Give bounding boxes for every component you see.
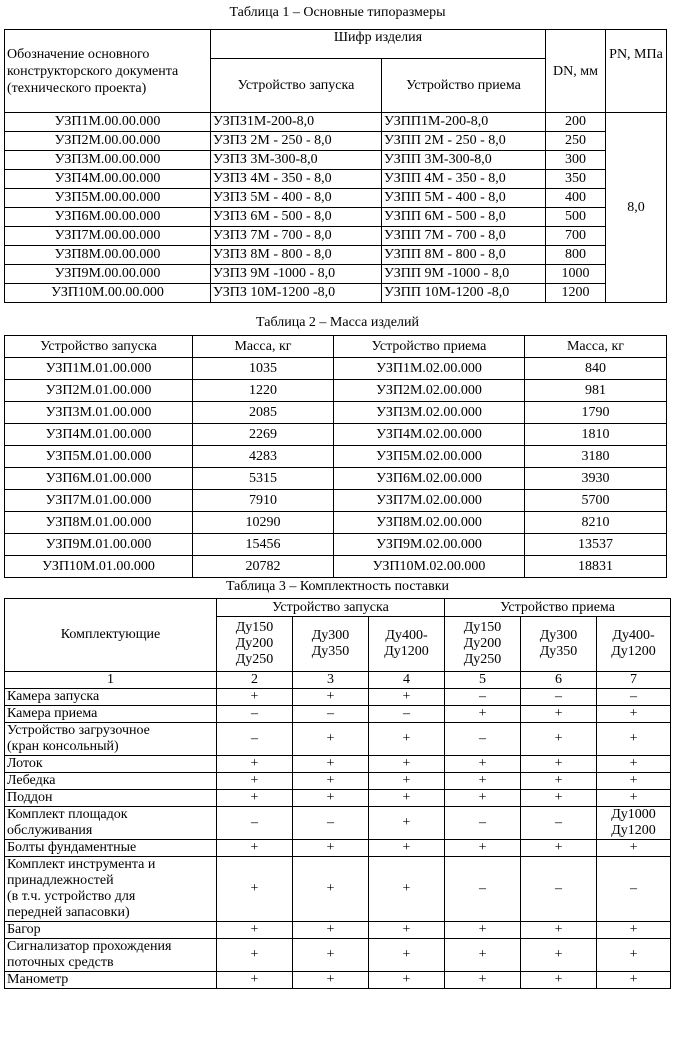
dn-cell: 1000	[546, 265, 606, 284]
launch-cipher-cell: УЗПЗ1М-200-8,0	[211, 113, 382, 132]
receive-device-cell: УЗП9М.02.00.000	[334, 534, 525, 556]
table1	[4, 29, 667, 303]
availability-cell: –	[217, 723, 293, 756]
component-name-cell: Сигнализатор прохождения поточных средств	[5, 939, 217, 972]
availability-cell: +	[217, 756, 293, 773]
availability-cell: +	[369, 723, 445, 756]
receive-device-cell: УЗП7М.02.00.000	[334, 490, 525, 512]
availability-cell: +	[597, 790, 671, 807]
launch-device-cell: УЗП8М.01.00.000	[5, 512, 193, 534]
receive-device-cell: УЗП8М.02.00.000	[334, 512, 525, 534]
launch-device-cell: УЗП10М.01.00.000	[5, 556, 193, 578]
diameter-header-cell: Ду300 Ду350	[521, 617, 597, 672]
column-number-cell: 6	[521, 672, 597, 689]
receive-device-cell: УЗП10М.02.00.000	[334, 556, 525, 578]
launch-cipher-cell: УЗПЗ 2М - 250 - 8,0	[211, 132, 382, 151]
table-row	[5, 446, 667, 468]
table-row	[5, 170, 667, 189]
dn-cell: 500	[546, 208, 606, 227]
receive-device-cell: УЗП1М.02.00.000	[334, 358, 525, 380]
availability-cell: –	[445, 723, 521, 756]
table3-header-item: Комплектующие	[5, 599, 217, 672]
table-row	[5, 756, 671, 773]
availability-cell: +	[521, 922, 597, 939]
availability-cell: +	[597, 922, 671, 939]
table1-header-pn: PN, МПа	[606, 30, 667, 113]
availability-cell: –	[521, 807, 597, 840]
table-row	[5, 358, 667, 380]
launch-cipher-cell: УЗПЗ 5М - 400 - 8,0	[211, 189, 382, 208]
availability-cell: –	[217, 807, 293, 840]
availability-cell: +	[369, 972, 445, 989]
availability-cell: +	[521, 756, 597, 773]
launch-device-cell: УЗП7М.01.00.000	[5, 490, 193, 512]
launch-device-cell: УЗП4М.01.00.000	[5, 424, 193, 446]
table1-header-dn: DN, мм	[546, 30, 606, 113]
launch-device-cell: УЗП6М.01.00.000	[5, 468, 193, 490]
table3-header-receive: Устройство приема	[445, 599, 671, 617]
launch-device-cell: УЗП3М.01.00.000	[5, 402, 193, 424]
table3-header-launch: Устройство запуска	[217, 599, 445, 617]
availability-cell: +	[445, 939, 521, 972]
availability-cell: +	[293, 723, 369, 756]
dn-cell: 800	[546, 246, 606, 265]
receive-device-cell: УЗП4М.02.00.000	[334, 424, 525, 446]
availability-cell: +	[597, 773, 671, 790]
table-row	[5, 706, 671, 723]
availability-cell: +	[597, 939, 671, 972]
availability-cell: +	[521, 773, 597, 790]
launch-mass-cell: 1220	[193, 380, 334, 402]
availability-cell: +	[217, 689, 293, 706]
table-row	[5, 132, 667, 151]
launch-device-cell: УЗП1М.01.00.000	[5, 358, 193, 380]
component-name-cell: Комплект площадок обслуживания	[5, 807, 217, 840]
availability-cell: +	[369, 840, 445, 857]
launch-cipher-cell: УЗПЗ 8М - 800 - 8,0	[211, 246, 382, 265]
receive-cipher-cell: УЗПП1М-200-8,0	[382, 113, 546, 132]
table-row	[5, 490, 667, 512]
table3	[4, 598, 671, 989]
launch-mass-cell: 10290	[193, 512, 334, 534]
dn-cell: 200	[546, 113, 606, 132]
availability-cell: –	[597, 689, 671, 706]
availability-cell: +	[293, 756, 369, 773]
launch-cipher-cell: УЗПЗ 4М - 350 - 8,0	[211, 170, 382, 189]
availability-cell: +	[369, 807, 445, 840]
column-number-cell: 4	[369, 672, 445, 689]
availability-cell: +	[369, 922, 445, 939]
column-number-cell: 7	[597, 672, 671, 689]
availability-cell: +	[369, 773, 445, 790]
launch-mass-cell: 1035	[193, 358, 334, 380]
availability-cell: +	[369, 857, 445, 922]
receive-cipher-cell: УЗПП 7М - 700 - 8,0	[382, 227, 546, 246]
doc-cell: УЗП5М.00.00.000	[5, 189, 211, 208]
component-name-cell: Устройство загрузочное (кран консольный)	[5, 723, 217, 756]
table2-header-mass: Масса, кг	[525, 336, 667, 358]
table-row	[5, 790, 671, 807]
availability-cell: +	[293, 840, 369, 857]
table-row	[5, 189, 667, 208]
availability-cell: +	[597, 972, 671, 989]
receive-mass-cell: 3180	[525, 446, 667, 468]
availability-cell: +	[217, 857, 293, 922]
availability-cell: +	[293, 689, 369, 706]
component-name-cell: Камера запуска	[5, 689, 217, 706]
table-row	[5, 939, 671, 972]
table-row	[5, 857, 671, 922]
table-row	[5, 284, 667, 303]
diameter-header-cell: Ду400- Ду1200	[597, 617, 671, 672]
availability-cell: +	[445, 756, 521, 773]
availability-cell: +	[293, 857, 369, 922]
table-row	[5, 402, 667, 424]
table-row	[5, 424, 667, 446]
dn-cell: 300	[546, 151, 606, 170]
availability-cell: +	[217, 773, 293, 790]
launch-device-cell: УЗП9М.01.00.000	[5, 534, 193, 556]
receive-device-cell: УЗП3М.02.00.000	[334, 402, 525, 424]
availability-cell: +	[293, 939, 369, 972]
availability-cell: +	[293, 773, 369, 790]
availability-cell: –	[217, 706, 293, 723]
availability-cell: +	[369, 756, 445, 773]
availability-cell: +	[521, 939, 597, 972]
receive-mass-cell: 1790	[525, 402, 667, 424]
receive-cipher-cell: УЗПП 4М - 350 - 8,0	[382, 170, 546, 189]
receive-mass-cell: 8210	[525, 512, 667, 534]
receive-cipher-cell: УЗПП 8М - 800 - 8,0	[382, 246, 546, 265]
availability-cell: +	[369, 790, 445, 807]
diameter-header-cell: Ду150 Ду200 Ду250	[217, 617, 293, 672]
availability-cell: +	[597, 706, 671, 723]
launch-mass-cell: 7910	[193, 490, 334, 512]
table-row	[5, 208, 667, 227]
launch-mass-cell: 2085	[193, 402, 334, 424]
diameter-header-cell: Ду150 Ду200 Ду250	[445, 617, 521, 672]
table1-caption: Таблица 1 – Основные типоразмеры	[229, 5, 446, 20]
receive-mass-cell: 840	[525, 358, 667, 380]
table3-caption: Таблица 3 – Комплектность поставки	[225, 579, 450, 594]
dn-cell: 350	[546, 170, 606, 189]
table-row	[5, 534, 667, 556]
table2-header-receive: Устройство приема	[334, 336, 525, 358]
availability-cell: +	[217, 972, 293, 989]
table-row	[5, 773, 671, 790]
table-row	[5, 512, 667, 534]
availability-cell: –	[445, 807, 521, 840]
launch-mass-cell: 5315	[193, 468, 334, 490]
table2-caption: Таблица 2 – Масса изделий	[256, 315, 419, 330]
component-name-cell: Багор	[5, 922, 217, 939]
column-number-cell: 1	[5, 672, 217, 689]
availability-cell: +	[293, 972, 369, 989]
availability-cell: +	[217, 922, 293, 939]
availability-cell: +	[597, 756, 671, 773]
launch-cipher-cell: УЗПЗ 9М -1000 - 8,0	[211, 265, 382, 284]
availability-cell: –	[597, 857, 671, 922]
table-row	[5, 151, 667, 170]
availability-cell: Ду1000 Ду1200	[597, 807, 671, 840]
table-row	[5, 972, 671, 989]
launch-cipher-cell: УЗПЗ 10М-1200 -8,0	[211, 284, 382, 303]
launch-device-cell: УЗП5М.01.00.000	[5, 446, 193, 468]
availability-cell: –	[521, 857, 597, 922]
table-row	[5, 922, 671, 939]
launch-device-cell: УЗП2М.01.00.000	[5, 380, 193, 402]
doc-cell: УЗП9М.00.00.000	[5, 265, 211, 284]
diameter-header-cell: Ду400- Ду1200	[369, 617, 445, 672]
table2-header-launch: Устройство запуска	[5, 336, 193, 358]
receive-mass-cell: 3930	[525, 468, 667, 490]
availability-cell: –	[521, 689, 597, 706]
table-row	[5, 380, 667, 402]
table2	[4, 335, 667, 578]
table1-header-launch: Устройство запуска	[211, 59, 382, 113]
dn-cell: 400	[546, 189, 606, 208]
availability-cell: –	[445, 857, 521, 922]
availability-cell: +	[369, 689, 445, 706]
availability-cell: +	[445, 790, 521, 807]
table-row	[5, 468, 667, 490]
pn-cell: 8,0	[606, 113, 667, 303]
receive-mass-cell: 13537	[525, 534, 667, 556]
doc-cell: УЗП3М.00.00.000	[5, 151, 211, 170]
component-name-cell: Болты фундаментные	[5, 840, 217, 857]
receive-cipher-cell: УЗПП 2М - 250 - 8,0	[382, 132, 546, 151]
launch-mass-cell: 4283	[193, 446, 334, 468]
component-name-cell: Манометр	[5, 972, 217, 989]
availability-cell: +	[445, 922, 521, 939]
availability-cell: +	[217, 939, 293, 972]
availability-cell: –	[293, 807, 369, 840]
availability-cell: +	[445, 773, 521, 790]
launch-cipher-cell: УЗПЗ 3М-300-8,0	[211, 151, 382, 170]
table-row	[5, 807, 671, 840]
receive-cipher-cell: УЗПП 6М - 500 - 8,0	[382, 208, 546, 227]
receive-mass-cell: 981	[525, 380, 667, 402]
receive-mass-cell: 5700	[525, 490, 667, 512]
availability-cell: +	[521, 840, 597, 857]
table-row	[5, 689, 671, 706]
component-name-cell: Комплект инструмента и принадлежностей (в т.ч. устройство для передней запасовки)	[5, 857, 217, 922]
receive-device-cell: УЗП2М.02.00.000	[334, 380, 525, 402]
launch-mass-cell: 15456	[193, 534, 334, 556]
table-row	[5, 246, 667, 265]
availability-cell: +	[217, 840, 293, 857]
column-number-cell: 3	[293, 672, 369, 689]
doc-cell: УЗП4М.00.00.000	[5, 170, 211, 189]
receive-cipher-cell: УЗПП 9М -1000 - 8,0	[382, 265, 546, 284]
availability-cell: –	[369, 706, 445, 723]
component-name-cell: Лоток	[5, 756, 217, 773]
launch-cipher-cell: УЗПЗ 7М - 700 - 8,0	[211, 227, 382, 246]
availability-cell: +	[293, 922, 369, 939]
launch-mass-cell: 2269	[193, 424, 334, 446]
dn-cell: 1200	[546, 284, 606, 303]
component-name-cell: Камера приема	[5, 706, 217, 723]
availability-cell: +	[521, 972, 597, 989]
availability-cell: –	[293, 706, 369, 723]
availability-cell: +	[445, 972, 521, 989]
receive-cipher-cell: УЗПП 3М-300-8,0	[382, 151, 546, 170]
table1-header-doc: Обозначение основного конструкторского документа (технического проекта)	[5, 30, 211, 113]
availability-cell: +	[521, 706, 597, 723]
availability-cell: +	[445, 840, 521, 857]
receive-device-cell: УЗП6М.02.00.000	[334, 468, 525, 490]
component-name-cell: Поддон	[5, 790, 217, 807]
doc-cell: УЗП7М.00.00.000	[5, 227, 211, 246]
table-row	[5, 265, 667, 284]
column-number-cell: 2	[217, 672, 293, 689]
table1-header-receive: Устройство приема	[382, 59, 546, 113]
availability-cell: +	[369, 939, 445, 972]
doc-cell: УЗП6М.00.00.000	[5, 208, 211, 227]
receive-device-cell: УЗП5М.02.00.000	[334, 446, 525, 468]
column-number-cell: 5	[445, 672, 521, 689]
table1-header-cipher: Шифр изделия	[211, 30, 546, 59]
availability-cell: +	[217, 790, 293, 807]
dn-cell: 250	[546, 132, 606, 151]
dn-cell: 700	[546, 227, 606, 246]
table2-header-mass: Масса, кг	[193, 336, 334, 358]
diameter-header-cell: Ду300 Ду350	[293, 617, 369, 672]
doc-cell: УЗП1М.00.00.000	[5, 113, 211, 132]
availability-cell: +	[597, 840, 671, 857]
component-name-cell: Лебедка	[5, 773, 217, 790]
availability-cell: –	[445, 689, 521, 706]
availability-cell: +	[293, 790, 369, 807]
table-row	[5, 113, 667, 132]
table-row	[5, 227, 667, 246]
table-row	[5, 556, 667, 578]
availability-cell: +	[521, 790, 597, 807]
launch-cipher-cell: УЗПЗ 6М - 500 - 8,0	[211, 208, 382, 227]
availability-cell: +	[445, 706, 521, 723]
receive-cipher-cell: УЗПП 5М - 400 - 8,0	[382, 189, 546, 208]
launch-mass-cell: 20782	[193, 556, 334, 578]
doc-cell: УЗП2М.00.00.000	[5, 132, 211, 151]
doc-cell: УЗП8М.00.00.000	[5, 246, 211, 265]
receive-cipher-cell: УЗПП 10М-1200 -8,0	[382, 284, 546, 303]
doc-cell: УЗП10М.00.00.000	[5, 284, 211, 303]
receive-mass-cell: 18831	[525, 556, 667, 578]
table-row	[5, 840, 671, 857]
receive-mass-cell: 1810	[525, 424, 667, 446]
availability-cell: +	[521, 723, 597, 756]
availability-cell: +	[597, 723, 671, 756]
table-row	[5, 723, 671, 756]
